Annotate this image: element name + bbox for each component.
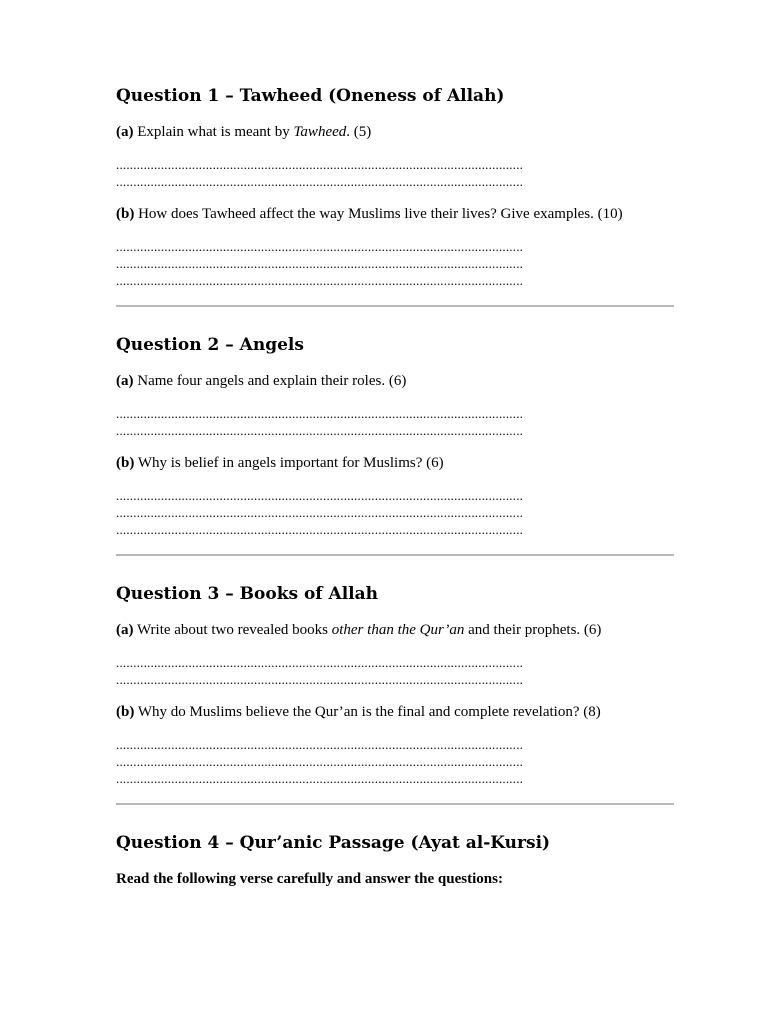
answer-lines-1a[interactable] [116,156,674,190]
question-1a [116,123,674,141]
question-3b [116,703,674,721]
question-3a [116,621,674,639]
question-2-title: Question 2 – Angels [116,335,304,355]
answer-line[interactable]: ...................................................................................................................... [116,655,524,670]
answer-line[interactable]: ...................................................................................................................... [116,256,524,271]
answer-lines-2a[interactable] [116,405,674,439]
worksheet [116,85,674,888]
question-3a-label: (a) [116,622,134,638]
question-3a-text-pre: Write about two revealed books [133,622,332,638]
question-3a-text-post: and their prophets. (6) [464,622,602,638]
answer-lines-2b[interactable] [116,487,674,538]
question-4-instruction: Read the following verse carefully and answer the questions: [116,871,503,887]
question-3b-text: Why do Muslims believe the Qur’an is the final and complete revelation? (8) [134,704,601,720]
question-1b [116,205,674,223]
section-divider [116,554,674,556]
question-2a [116,372,674,390]
answer-line[interactable]: ...................................................................................................................... [116,488,524,503]
question-2b-label: (b) [116,455,135,471]
question-2a-label: (a) [116,373,134,389]
question-1a-text-pre: Explain what is meant by [133,124,294,140]
question-2b [116,454,674,472]
answer-line[interactable]: ...................................................................................................................... [116,522,524,537]
question-4-title: Question 4 – Qur’anic Passage (Ayat al-Kursi) [116,833,551,853]
question-3a-emphasis: other than the Qur’an [331,622,465,638]
section-divider [116,305,674,307]
answer-line[interactable]: ...................................................................................................................... [116,423,524,438]
answer-line[interactable]: ...................................................................................................................... [116,737,524,752]
question-3-title: Question 3 – Books of Allah [116,584,379,604]
answer-line[interactable]: ...................................................................................................................... [116,273,524,288]
question-1b-text: How does Tawheed affect the way Muslims live their lives? Give examples. (10) [134,206,623,222]
section-divider [116,803,674,805]
answer-lines-3b[interactable] [116,736,674,787]
answer-line[interactable]: ...................................................................................................................... [116,157,524,172]
answer-lines-3a[interactable] [116,654,674,688]
answer-lines-1b[interactable] [116,238,674,289]
question-1b-label: (b) [116,206,135,222]
question-1a-label: (a) [116,124,134,140]
answer-line[interactable]: ...................................................................................................................... [116,406,524,421]
answer-line[interactable]: ...................................................................................................................... [116,754,524,769]
answer-line[interactable]: ...................................................................................................................... [116,672,524,687]
question-2b-text: Why is belief in angels important for Muslims? (6) [134,455,444,471]
question-1a-term: Tawheed [293,124,347,140]
question-2a-text: Name four angels and explain their roles. (6) [133,373,407,389]
answer-line[interactable]: ...................................................................................................................... [116,174,524,189]
answer-line[interactable]: ...................................................................................................................... [116,505,524,520]
answer-line[interactable]: ...................................................................................................................... [116,771,524,786]
question-1a-text-post: . (5) [346,124,372,140]
question-1-title: Question 1 – Tawheed (Oneness of Allah) [116,86,505,106]
answer-line[interactable]: ...................................................................................................................... [116,239,524,254]
question-3b-label: (b) [116,704,135,720]
